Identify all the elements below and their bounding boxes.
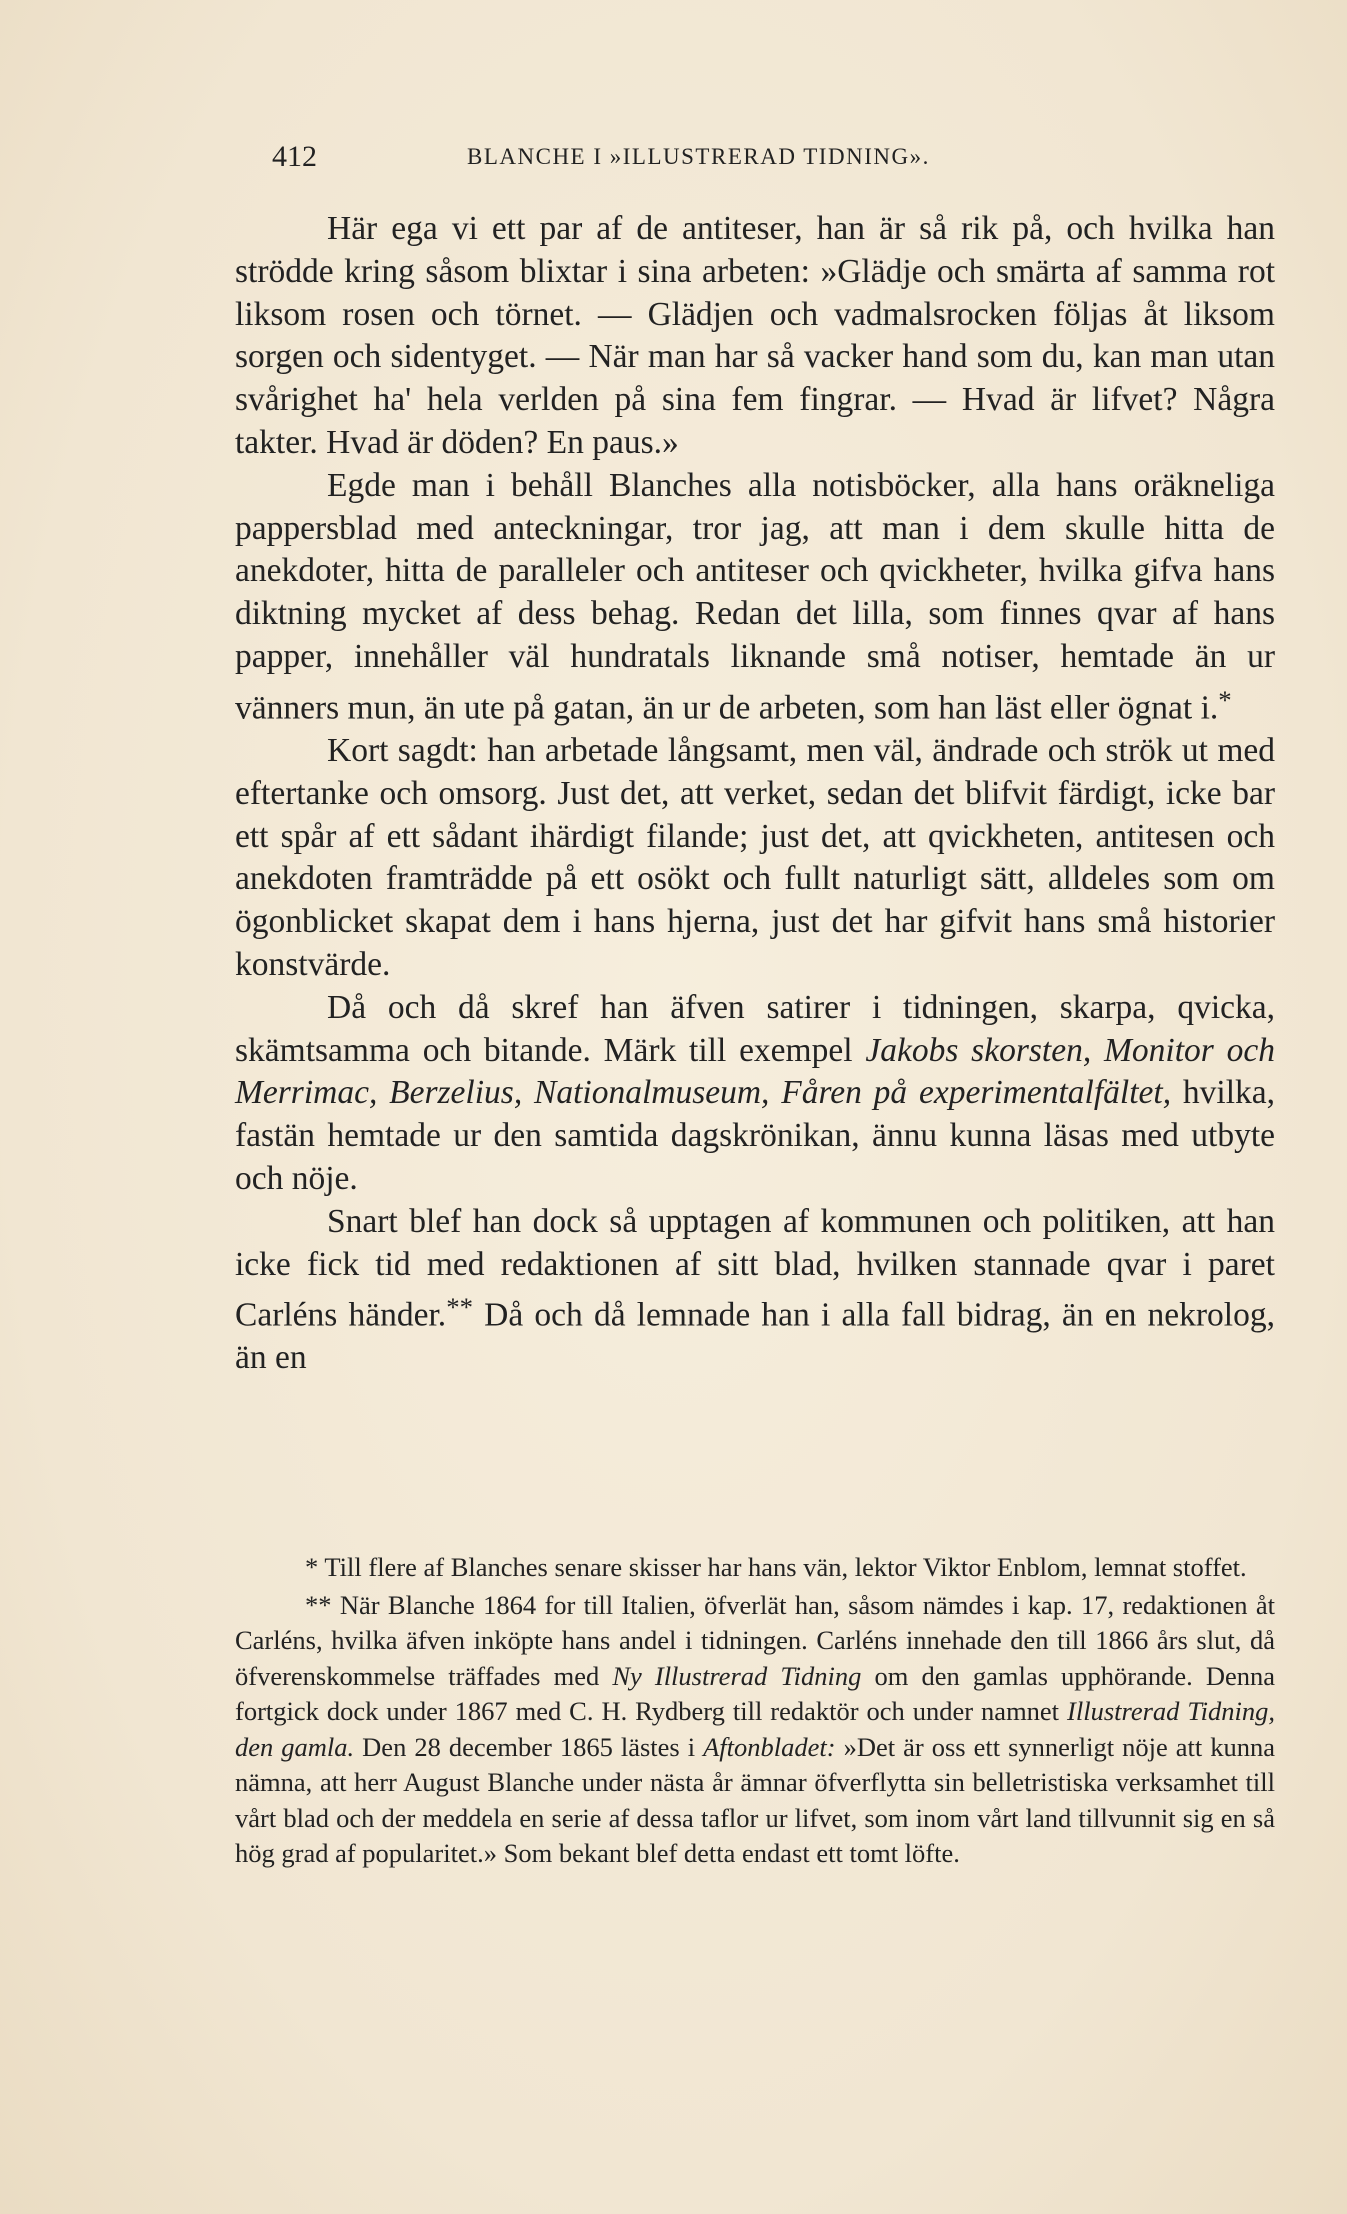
footnote-text: När Blanche 1864 for till Italien, öfverlät han, såsom nämdes i kap. 17, redaktionen åt Carléns, hvilka äfven inköpte hans andel i tidningen. Carléns innehade den till 1866 års slut, då öfverenskommelse träffades med — [235, 1589, 1275, 1691]
footnote-1 — [235, 1550, 1275, 1586]
paragraph-satires — [235, 987, 1275, 1201]
footnote-reference: * — [1218, 684, 1232, 715]
footnotes — [235, 1550, 1275, 1872]
page-header — [272, 140, 1282, 184]
footnote-text: »Det är oss ett synnerligt nöje att kunna nämna, att herr August Blanche under nästa år ämnar öfverflytta sin belletristiska verksamhet till vårt blad och der meddela en serie af dessa taflor ur lifvet, som inom vårt land tillvunnit sig en så hög grad af popularitet.» Som bekant blef detta endast ett tomt löfte. — [235, 1731, 1276, 1868]
paragraph-text: Snart blef han dock så upptagen af kommunen och politiken, att han icke fick tid med redaktionen af sitt blad, hvilken stannade qvar i paret Carléns händer. — [235, 1202, 1275, 1334]
footnote-text: Till flere af Blanches senare skisser har hans vän, lektor Viktor Enblom, lemnat stoffet. — [318, 1552, 1247, 1582]
paragraph-text: Kort sagdt: han arbetade långsamt, men väl, ändrade och strök ut med eftertanke och omsorg. Just det, att verket, sedan det blifvit färdigt, icke bar ett spår af ett sådant ihärdigt filande; just det, att qvickheten, antitesen och anekdoten framträdde på ett osökt och fullt naturligt sätt, alldeles som om ögonblicket skapat dem i hans hjerna, just det har gifvit hans små historier konstvärde. — [235, 731, 1275, 983]
footnote-2 — [235, 1588, 1275, 1872]
paragraph-text: Då och då skref han äfven satirer i tidningen, skarpa, qvicka, skämtsamma och bitande. Märk till exempel — [235, 988, 1275, 1069]
paragraph-text: Då och då lemnade han i alla fall bidrag, än en nekrolog, än en — [235, 1296, 1275, 1377]
footnote-mark: * — [305, 1552, 319, 1582]
paragraph-text: Här ega vi ett par af de antiteser, han är så rik på, och hvilka han strödde kring såsom blixtar i sina arbeten: »Glädje och smärta af samma rot liksom rosen och törnet. — Glädjen och vadmalsrocken följas åt liksom sorgen och sidentyget. — När man har så vacker hand som du, kan man utan svårighet ha' hela verlden på sina fem fingrar. — Hvad är lifvet? Några takter. Hvad är döden? En paus.» — [235, 210, 1275, 461]
newspaper-title: Ny Illustrerad Tidning — [612, 1660, 862, 1691]
main-text — [235, 208, 1275, 1380]
satire-titles: Jakobs skorsten, Monitor och Merrimac, Berzelius, Nationalmuseum, Fåren på experimentalfältet, — [235, 1031, 1275, 1112]
footnote-mark: ** — [305, 1589, 332, 1620]
paragraph-politics — [235, 1201, 1275, 1381]
footnote-text: om den gamlas upphörande. Denna fortgick dock under 1867 med C. H. Rydberg till redaktör och under namnet — [235, 1660, 1275, 1726]
paragraph-antiteses — [235, 208, 1275, 465]
newspaper-title: Aftonbladet: — [703, 1731, 836, 1762]
footnote-text: Den 28 december 1865 lästes i — [354, 1731, 704, 1762]
page-number: 412 — [272, 140, 317, 173]
paragraph-text: Egde man i behåll Blanches alla notisböcker, alla hans oräkneliga pappersblad med anteckningar, tror jag, att man i dem skulle hitta de anekdoter, hitta de paralleler och antiteser och qvickheter, hvilka gifva hans diktning mycket af dess behag. Redan det lilla, som finnes qvar af hans papper, innehåller väl hundratals liknande små notiser, hemtade än ur vänners mun, än ute på gatan, än ur de arbeten, som han läst eller ögnat i. — [235, 466, 1275, 727]
paragraph-notebooks — [235, 465, 1275, 730]
newspaper-title: Illustrerad Tidning, den gamla. — [235, 1696, 1275, 1762]
running-title: BLANCHE I »ILLUSTRERAD TIDNING». — [467, 144, 930, 169]
paragraph-text: hvilka, fastän hemtade ur den samtida dagskrönikan, ännu kunna läsas med utbyte och nöje. — [235, 1074, 1275, 1197]
paragraph-working-method — [235, 730, 1275, 987]
footnote-reference: ** — [446, 1292, 473, 1323]
